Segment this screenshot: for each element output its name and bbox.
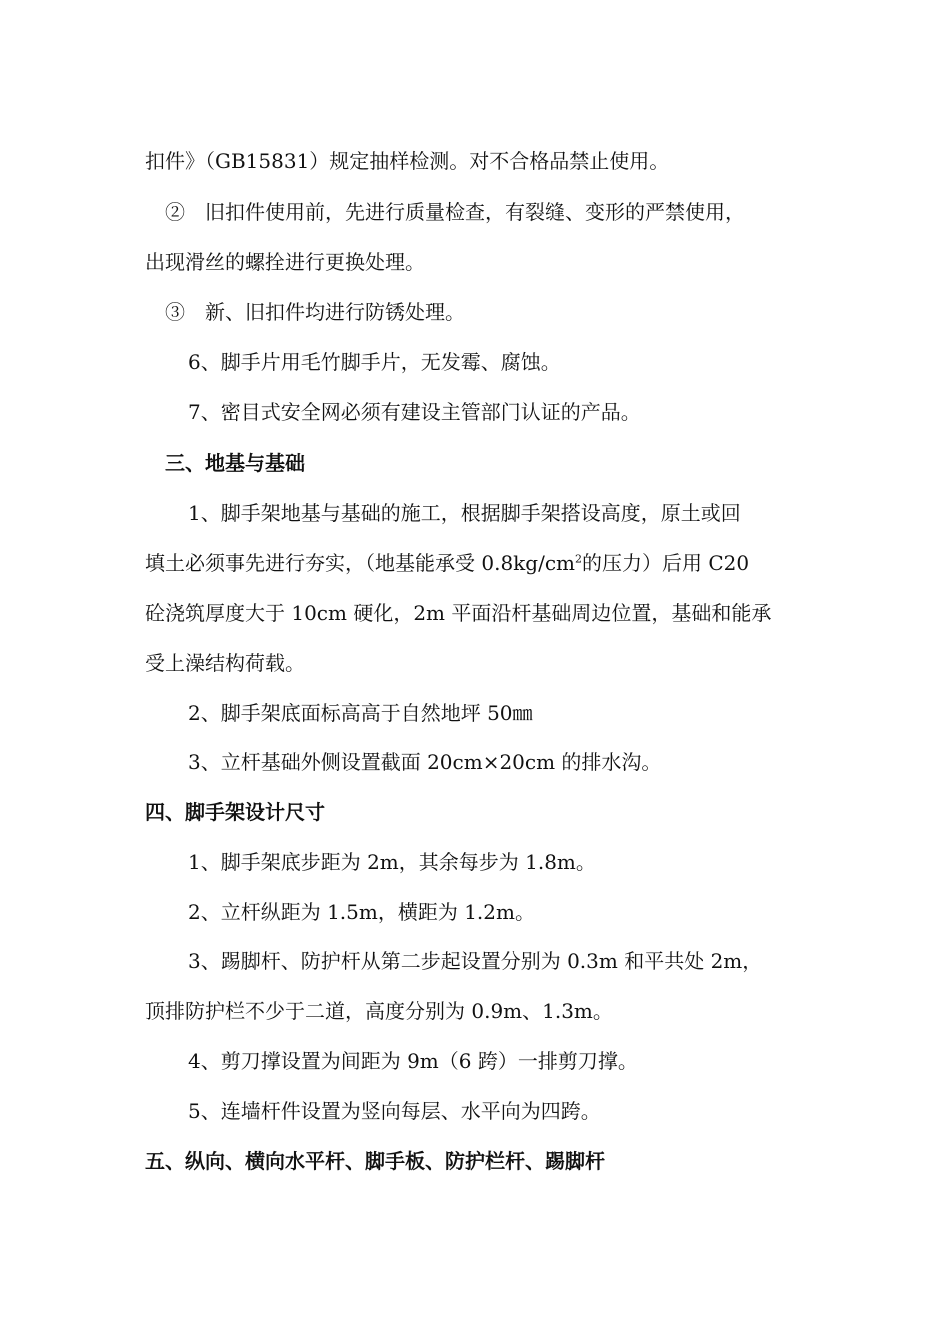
paragraph-line: 4、剪刀撑设置为间距为 9m（6 跨）一排剪刀撑。 [188,1049,638,1073]
paragraph-line: 3、踢脚杆、防护杆从第二步起设置分别为 0.3m 和平共处 2m， [188,949,763,973]
section-heading: 五、纵向、横向水平杆、脚手板、防护栏杆、踢脚杆 [145,1149,605,1173]
paragraph-line: 受上澡结构荷载。 [145,651,305,675]
paragraph-line: ③ 新、旧扣件均进行防锈处理。 [165,300,465,324]
paragraph-line: 7、密目式安全网必须有建设主管部门认证的产品。 [188,400,641,424]
paragraph-line: 6、脚手片用毛竹脚手片，无发霉、腐蚀。 [188,350,561,374]
paragraph-line: 2、立杆纵距为 1.5m，横距为 1.2m。 [188,900,535,924]
superscript: 2 [575,552,582,566]
paragraph-line: 5、连墙杆件设置为竖向每层、水平向为四跨。 [188,1099,601,1123]
paragraph-text: 填土必须事先进行夯实，（地基能承受 0.8kg/cm [145,551,575,575]
section-heading: 三、地基与基础 [165,451,305,475]
paragraph-line: 扣件》（GB15831）规定抽样检测。对不合格品禁止使用。 [145,149,670,173]
paragraph-line: 砼浇筑厚度大于 10cm 硬化，2m 平面沿杆基础周边位置，基础和能承 [145,601,772,625]
paragraph-line: 出现滑丝的螺拴进行更换处理。 [145,250,425,274]
paragraph-line: 3、立杆基础外侧设置截面 20cm×20cm 的排水沟。 [188,750,662,774]
paragraph-line: 1、脚手架底步距为 2m，其余每步为 1.8m。 [188,850,596,874]
paragraph-line: 2、脚手架底面标高高于自然地坪 50㎜ [188,701,533,725]
section-heading: 四、脚手架设计尺寸 [145,800,325,824]
paragraph-line: ② 旧扣件使用前，先进行质量检查，有裂缝、变形的严禁使用， [165,200,745,224]
paragraph-text: 的压力）后用 C20 [582,551,750,575]
paragraph-line: 顶排防护栏不少于二道，高度分别为 0.9m、1.3m。 [145,999,613,1023]
paragraph-line [145,548,815,578]
paragraph-line: 1、脚手架地基与基础的施工，根据脚手架搭设高度，原土或回 [188,501,741,525]
